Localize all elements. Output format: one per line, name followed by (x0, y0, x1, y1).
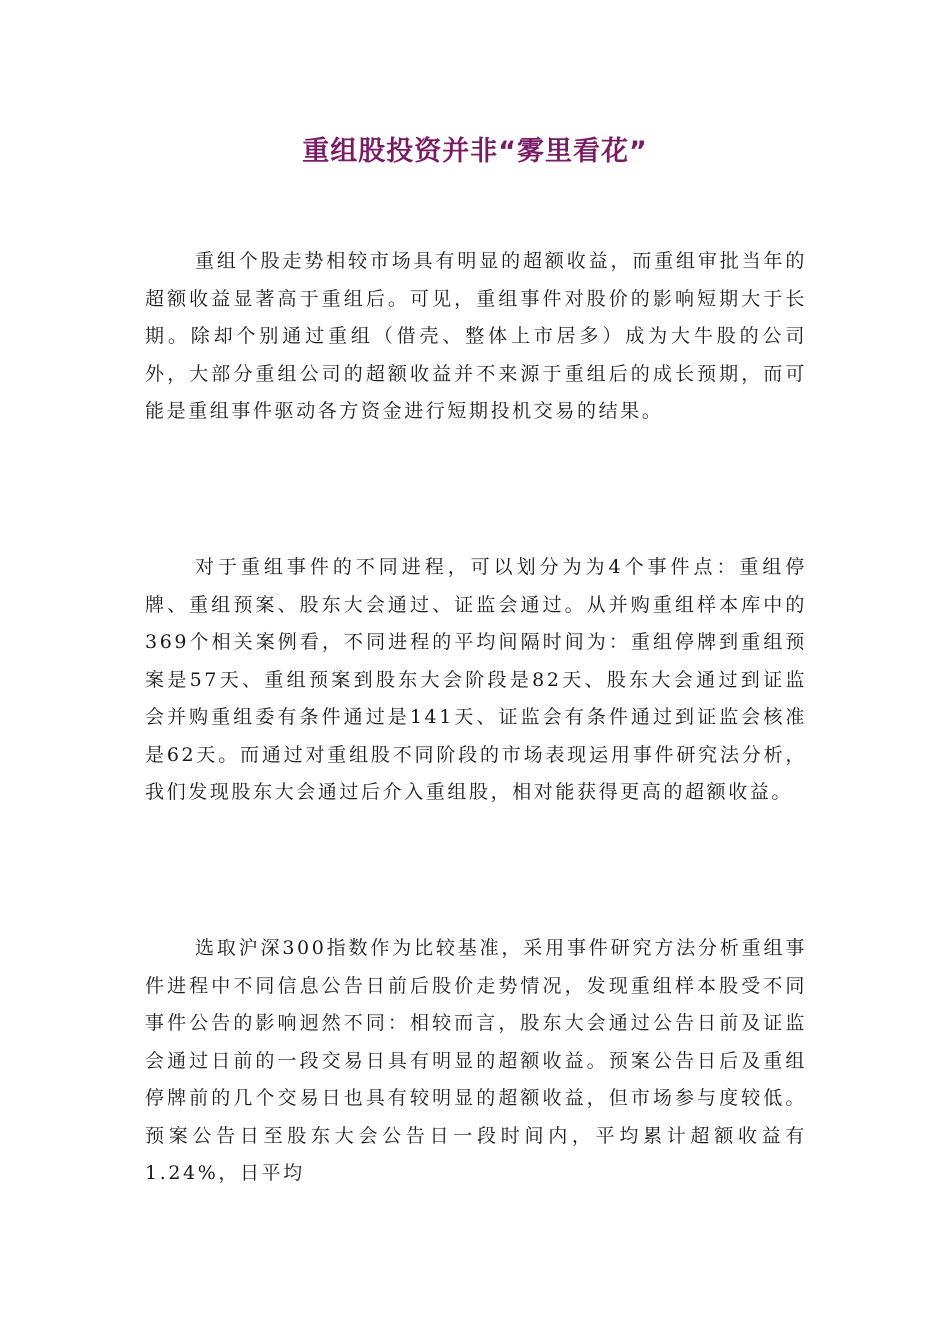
body-paragraph-3: 选取沪深300指数作为比较基准，采用事件研究方法分析重组事件进程中不同信息公告日前后股价走势情况，发现重组样本股受不同事件公告的影响迥然不同：相较而言，股东大会通过公告日前及证监会通过日前的一段交易日具有明显的超额收益。预案公告日后及重组停牌前的几个交易日也具有较明显的超额收益，但市场参与度较低。预案公告日至股东大会公告日一段时间内，平均累计超额收益有1.24%，日平均 (145, 937, 807, 1184)
body-paragraph-2: 对于重组事件的不同进程，可以划分为为4个事件点：重组停牌、重组预案、股东大会通过、证监会通过。从并购重组样本库中的369个相关案例看，不同进程的平均间隔时间为：重组停牌到重组预案是57天、重组预案到股东大会阶段是82天、股东大会通过到证监会并购重组委有条件通过是141天、证监会有条件通过到证监会核准是62天。而通过对重组股不同阶段的市场表现运用事件研究法分析，我们发现股东大会通过后介入重组股，相对能获得更高的超额收益。 (145, 556, 807, 803)
document-title: 重组股投资并非“雾里看花” (302, 136, 648, 167)
body-paragraph-1: 重组个股走势相较市场具有明显的超额收益，而重组审批当年的超额收益显著高于重组后。可见，重组事件对股价的影响短期大于长期。除却个别通过重组（借壳、整体上市居多）成为大牛股的公司外，大部分重组公司的超额收益并不来源于重组后的成长预期，而可能是重组事件驱动各方资金进行短期投机交易的结果。 (145, 250, 807, 422)
